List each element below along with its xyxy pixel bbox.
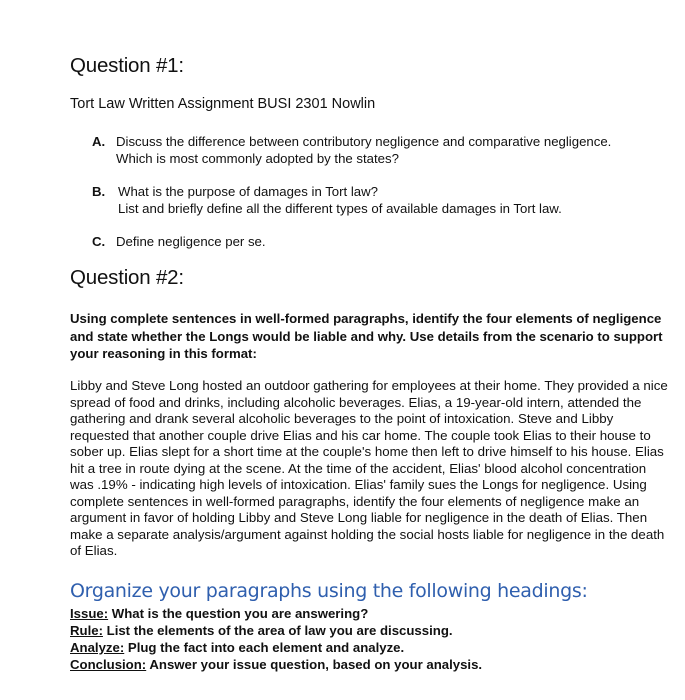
heading-row-issue — [70, 605, 482, 622]
heading-description: Answer your issue question, based on your analysis. — [146, 657, 483, 672]
assignment-subtitle: Tort Law Written Assignment BUSI 2301 Nowlin — [70, 96, 376, 112]
question-2-instructions: Using complete sentences in well-formed paragraphs, identify the four elements of negligence and state whether the Longs would be liable and why. Use details from the scenario to support your reasoning in this format: — [70, 311, 663, 361]
heading-row-analyze — [70, 639, 482, 656]
heading-row-rule — [70, 622, 482, 639]
list-item-text — [118, 183, 562, 217]
list-item-letter: B. — [92, 184, 106, 199]
question-2-heading: Question #2: — [70, 266, 184, 289]
heading-description: What is the question you are answering? — [108, 606, 369, 621]
heading-term: Rule: — [70, 623, 103, 638]
list-item-line: Discuss the difference between contributory negligence and comparative negligence. — [116, 134, 612, 149]
organize-heading: Organize your paragraphs using the following headings: — [70, 580, 588, 602]
list-item-line: What is the purpose of damages in Tort law? — [118, 184, 378, 199]
scenario-paragraph: Libby and Steve Long hosted an outdoor gathering for employees at their home. They provided a nice spread of food and drinks, including alcoholic beverages. Elias, a 19-year-old intern, attended the gathering and drank several alcoholic beverages to the point of intoxication. Steve and Libby requested that another couple drive Elias and his car home. The couple took Elias to their house to sober up. Elias slept for a short time at the couple's home then left to drive himself to his house. Elias hit a tree in route dying at the scene. At the time of the accident, Elias' blood alcohol concentration was .19% - indicating high levels of intoxication. Elias' family sues the Longs for negligence. Using complete sentences in well-formed paragraphs, identify the four elements of negligence make an argument in favor of holding Libby and Steve Long liable for negligence in the death of Elias. Then make a separate analysis/argument against holding the social hosts liable for negligence in the death of Elias. — [70, 378, 668, 559]
heading-term: Issue: — [70, 606, 109, 621]
list-item-text — [116, 133, 611, 167]
list-item-line: Which is most commonly adopted by the states? — [116, 151, 399, 166]
list-item-text — [116, 233, 266, 250]
heading-description: Plug the fact into each element and analyze. — [124, 640, 405, 655]
list-item-line: List and briefly define all the different types of available damages in Tort law. — [118, 201, 562, 216]
paragraph-headings-list — [70, 605, 482, 673]
list-item-line: Define negligence per se. — [116, 234, 266, 249]
heading-term: Conclusion: — [70, 657, 147, 672]
list-item-letter: A. — [92, 134, 106, 149]
heading-description: List the elements of the area of law you are discussing. — [102, 623, 453, 638]
heading-term: Analyze: — [70, 640, 125, 655]
list-item-letter: C. — [92, 234, 106, 249]
heading-row-conclusion — [70, 656, 482, 673]
question-1-heading: Question #1: — [70, 54, 184, 77]
